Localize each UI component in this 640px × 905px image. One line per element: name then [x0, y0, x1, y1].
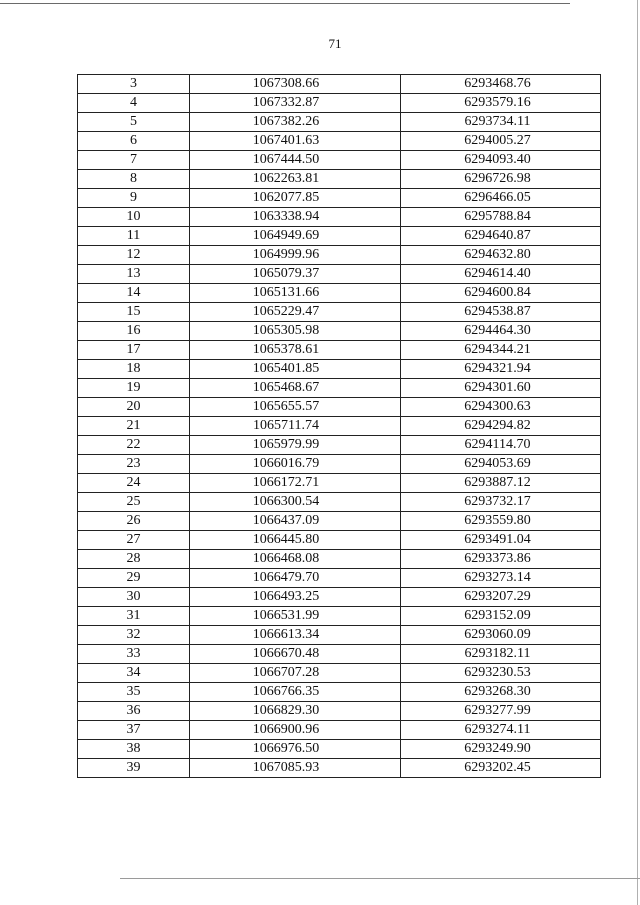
y-coordinate-cell: 6294344.21	[401, 341, 601, 360]
point-number-cell: 6	[78, 132, 190, 151]
x-coordinate-cell: 1065305.98	[190, 322, 401, 341]
y-coordinate-cell: 6294300.63	[401, 398, 601, 417]
table-row	[78, 113, 601, 132]
y-coordinate-cell: 6294294.82	[401, 417, 601, 436]
point-number-cell: 29	[78, 569, 190, 588]
y-coordinate-cell: 6293468.76	[401, 75, 601, 94]
y-coordinate-cell: 6293268.30	[401, 683, 601, 702]
y-coordinate-cell: 6293202.45	[401, 759, 601, 778]
y-coordinate-cell: 6294301.60	[401, 379, 601, 398]
table-row	[78, 94, 601, 113]
point-number-cell: 32	[78, 626, 190, 645]
y-coordinate-cell: 6293182.11	[401, 645, 601, 664]
point-number-cell: 18	[78, 360, 190, 379]
y-coordinate-cell: 6293152.09	[401, 607, 601, 626]
x-coordinate-cell: 1065979.99	[190, 436, 401, 455]
table-row	[78, 474, 601, 493]
y-coordinate-cell: 6294093.40	[401, 151, 601, 170]
x-coordinate-cell: 1066531.99	[190, 607, 401, 626]
table-row	[78, 341, 601, 360]
x-coordinate-cell: 1066172.71	[190, 474, 401, 493]
table-row	[78, 493, 601, 512]
table-row	[78, 170, 601, 189]
point-number-cell: 31	[78, 607, 190, 626]
point-number-cell: 24	[78, 474, 190, 493]
point-number-cell: 19	[78, 379, 190, 398]
table-row	[78, 303, 601, 322]
y-coordinate-cell: 6293734.11	[401, 113, 601, 132]
table-row	[78, 208, 601, 227]
y-coordinate-cell: 6294640.87	[401, 227, 601, 246]
y-coordinate-cell: 6294053.69	[401, 455, 601, 474]
x-coordinate-cell: 1066829.30	[190, 702, 401, 721]
x-coordinate-cell: 1066468.08	[190, 550, 401, 569]
point-number-cell: 25	[78, 493, 190, 512]
y-coordinate-cell: 6293060.09	[401, 626, 601, 645]
point-number-cell: 28	[78, 550, 190, 569]
table-row	[78, 379, 601, 398]
y-coordinate-cell: 6293559.80	[401, 512, 601, 531]
y-coordinate-cell: 6294005.27	[401, 132, 601, 151]
y-coordinate-cell: 6296466.05	[401, 189, 601, 208]
x-coordinate-cell: 1065468.67	[190, 379, 401, 398]
point-number-cell: 22	[78, 436, 190, 455]
x-coordinate-cell: 1066670.48	[190, 645, 401, 664]
table-row	[78, 227, 601, 246]
x-coordinate-cell: 1066300.54	[190, 493, 401, 512]
point-number-cell: 15	[78, 303, 190, 322]
table-row	[78, 132, 601, 151]
x-coordinate-cell: 1066976.50	[190, 740, 401, 759]
table-row	[78, 683, 601, 702]
table-row	[78, 455, 601, 474]
table-row	[78, 189, 601, 208]
x-coordinate-cell: 1067401.63	[190, 132, 401, 151]
y-coordinate-cell: 6293579.16	[401, 94, 601, 113]
x-coordinate-cell: 1066900.96	[190, 721, 401, 740]
point-number-cell: 12	[78, 246, 190, 265]
y-coordinate-cell: 6295788.84	[401, 208, 601, 227]
point-number-cell: 11	[78, 227, 190, 246]
point-number-cell: 30	[78, 588, 190, 607]
point-number-cell: 3	[78, 75, 190, 94]
y-coordinate-cell: 6293273.14	[401, 569, 601, 588]
x-coordinate-cell: 1066613.34	[190, 626, 401, 645]
point-number-cell: 10	[78, 208, 190, 227]
y-coordinate-cell: 6293249.90	[401, 740, 601, 759]
point-number-cell: 33	[78, 645, 190, 664]
table-row	[78, 645, 601, 664]
point-number-cell: 20	[78, 398, 190, 417]
point-number-cell: 8	[78, 170, 190, 189]
x-coordinate-cell: 1067444.50	[190, 151, 401, 170]
scan-edge-right	[637, 0, 638, 905]
x-coordinate-cell: 1066437.09	[190, 512, 401, 531]
point-number-cell: 23	[78, 455, 190, 474]
point-number-cell: 17	[78, 341, 190, 360]
table-row	[78, 588, 601, 607]
point-number-cell: 36	[78, 702, 190, 721]
y-coordinate-cell: 6294321.94	[401, 360, 601, 379]
x-coordinate-cell: 1066493.25	[190, 588, 401, 607]
x-coordinate-cell: 1067085.93	[190, 759, 401, 778]
y-coordinate-cell: 6296726.98	[401, 170, 601, 189]
table-row	[78, 417, 601, 436]
y-coordinate-cell: 6293277.99	[401, 702, 601, 721]
x-coordinate-cell: 1062263.81	[190, 170, 401, 189]
table-row	[78, 550, 601, 569]
table-row	[78, 664, 601, 683]
x-coordinate-cell: 1066445.80	[190, 531, 401, 550]
table-row	[78, 284, 601, 303]
x-coordinate-cell: 1067332.87	[190, 94, 401, 113]
point-number-cell: 35	[78, 683, 190, 702]
x-coordinate-cell: 1064949.69	[190, 227, 401, 246]
x-coordinate-cell: 1063338.94	[190, 208, 401, 227]
table-row	[78, 151, 601, 170]
table-row	[78, 360, 601, 379]
x-coordinate-cell: 1066479.70	[190, 569, 401, 588]
y-coordinate-cell: 6293491.04	[401, 531, 601, 550]
y-coordinate-cell: 6293230.53	[401, 664, 601, 683]
point-number-cell: 38	[78, 740, 190, 759]
point-number-cell: 21	[78, 417, 190, 436]
table-row	[78, 246, 601, 265]
x-coordinate-cell: 1065711.74	[190, 417, 401, 436]
point-number-cell: 39	[78, 759, 190, 778]
point-number-cell: 5	[78, 113, 190, 132]
table-row	[78, 607, 601, 626]
x-coordinate-cell: 1064999.96	[190, 246, 401, 265]
point-number-cell: 27	[78, 531, 190, 550]
scan-edge-bottom	[120, 878, 640, 879]
y-coordinate-cell: 6294538.87	[401, 303, 601, 322]
coordinates-table	[77, 74, 601, 778]
table-row	[78, 265, 601, 284]
point-number-cell: 37	[78, 721, 190, 740]
point-number-cell: 14	[78, 284, 190, 303]
y-coordinate-cell: 6293887.12	[401, 474, 601, 493]
table-row	[78, 626, 601, 645]
x-coordinate-cell: 1067382.26	[190, 113, 401, 132]
table-row	[78, 740, 601, 759]
y-coordinate-cell: 6294114.70	[401, 436, 601, 455]
point-number-cell: 13	[78, 265, 190, 284]
y-coordinate-cell: 6294464.30	[401, 322, 601, 341]
table-row	[78, 322, 601, 341]
y-coordinate-cell: 6294600.84	[401, 284, 601, 303]
x-coordinate-cell: 1062077.85	[190, 189, 401, 208]
table-row	[78, 75, 601, 94]
x-coordinate-cell: 1066707.28	[190, 664, 401, 683]
x-coordinate-cell: 1065131.66	[190, 284, 401, 303]
y-coordinate-cell: 6294614.40	[401, 265, 601, 284]
page-number: 71	[328, 36, 342, 51]
x-coordinate-cell: 1066016.79	[190, 455, 401, 474]
table-row	[78, 398, 601, 417]
point-number-cell: 26	[78, 512, 190, 531]
x-coordinate-cell: 1065229.47	[190, 303, 401, 322]
point-number-cell: 34	[78, 664, 190, 683]
x-coordinate-cell: 1065378.61	[190, 341, 401, 360]
coordinates-table-body	[78, 75, 601, 778]
x-coordinate-cell: 1065655.57	[190, 398, 401, 417]
table-row	[78, 721, 601, 740]
scan-edge-top	[0, 3, 570, 4]
table-row	[78, 759, 601, 778]
y-coordinate-cell: 6293732.17	[401, 493, 601, 512]
point-number-cell: 4	[78, 94, 190, 113]
x-coordinate-cell: 1066766.35	[190, 683, 401, 702]
x-coordinate-cell: 1065401.85	[190, 360, 401, 379]
point-number-cell: 9	[78, 189, 190, 208]
y-coordinate-cell: 6293274.11	[401, 721, 601, 740]
y-coordinate-cell: 6293207.29	[401, 588, 601, 607]
y-coordinate-cell: 6294632.80	[401, 246, 601, 265]
point-number-cell: 7	[78, 151, 190, 170]
table-row	[78, 512, 601, 531]
y-coordinate-cell: 6293373.86	[401, 550, 601, 569]
point-number-cell: 16	[78, 322, 190, 341]
table-row	[78, 436, 601, 455]
table-row	[78, 702, 601, 721]
table-row	[78, 569, 601, 588]
x-coordinate-cell: 1065079.37	[190, 265, 401, 284]
x-coordinate-cell: 1067308.66	[190, 75, 401, 94]
table-row	[78, 531, 601, 550]
